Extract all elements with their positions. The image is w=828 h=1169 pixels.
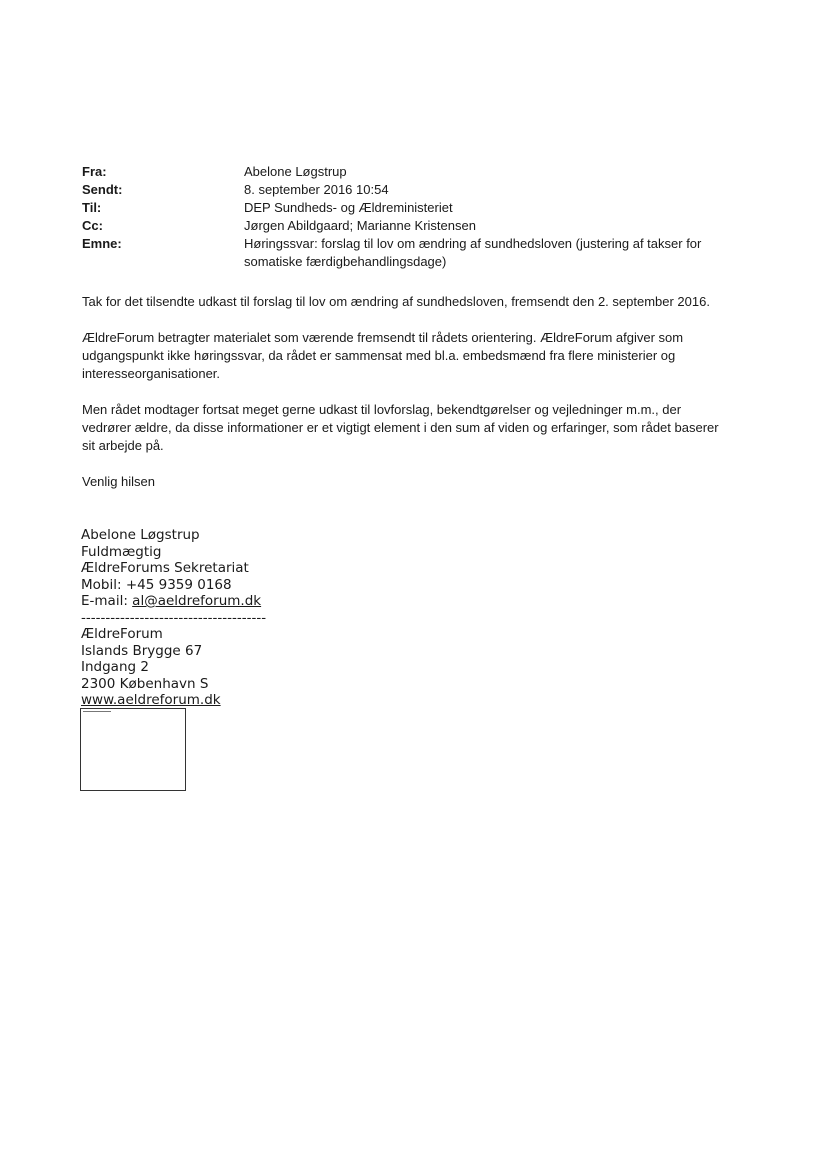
signature-department: ÆldreForums Sekretariat	[81, 560, 249, 576]
mobile-label: Mobil:	[81, 576, 122, 593]
signature-email	[81, 593, 266, 610]
body-paragraph-2: ÆldreForum betragter materialet som værende fremsendt til rådets orientering. ÆldreForum afgiver som udgangspunkt ikke høringssvar, da rådet er sammensat med bl.a. embedsmænd fra flere ministerier og interesseorganisationer.	[82, 330, 684, 381]
sent-value: 8. september 2016 10:54	[244, 182, 389, 197]
to-label: Til:	[82, 200, 102, 215]
signature-name: Abelone Løgstrup	[81, 527, 200, 543]
email-header	[82, 163, 742, 271]
image-placeholder-mark	[83, 711, 111, 712]
to-value: DEP Sundheds- og Ældreministeriet	[244, 200, 453, 215]
signature-title: Fuldmægtig	[81, 543, 162, 560]
closing: Venlig hilsen	[82, 474, 155, 489]
subject-value: Høringssvar: forslag til lov om ændring af sundhedsloven (justering af takser for somatiske færdigbehandlingsdage)	[244, 236, 702, 269]
cc-value: Jørgen Abildgaard; Marianne Kristensen	[244, 218, 476, 233]
signature	[81, 527, 266, 709]
signature-separator: --------------------------------------	[81, 609, 267, 626]
signature-org: ÆldreForum	[81, 626, 163, 642]
body-paragraph-3: Men rådet modtager fortsat meget gerne udkast til lovforslag, bekendtgørelser og vejledninger m.m., der vedrører ældre, da disse informationer er et vigtigt element i den sum af viden og erfaringer, som rådet baserer sit arbejde på.	[82, 402, 719, 453]
email-label: E-mail:	[81, 593, 128, 609]
subject-label: Emne:	[82, 236, 122, 251]
header-row-subject	[82, 235, 742, 271]
header-row-from	[82, 163, 742, 181]
signature-mobile	[81, 577, 266, 594]
signature-city: 2300 København S	[81, 675, 209, 692]
body-paragraph-1: Tak for det tilsendte udkast til forslag til lov om ændring af sundhedsloven, fremsendt den 2. september 2016.	[82, 294, 710, 309]
email-link[interactable]: al@aeldreforum.dk	[132, 593, 262, 609]
sent-label: Sendt:	[82, 182, 123, 197]
mobile-number: +45 9359 0168	[125, 576, 232, 593]
email-body	[82, 293, 732, 509]
header-row-to	[82, 199, 742, 217]
website-link[interactable]: www.aeldreforum.dk	[81, 692, 221, 708]
header-row-sent	[82, 181, 742, 199]
signature-entrance: Indgang 2	[81, 659, 149, 675]
image-placeholder	[80, 708, 186, 791]
signature-street: Islands Brygge 67	[81, 642, 203, 659]
cc-label: Cc:	[82, 218, 103, 233]
from-value: Abelone Løgstrup	[244, 164, 347, 179]
from-label: Fra:	[82, 164, 107, 179]
header-row-cc	[82, 217, 742, 235]
